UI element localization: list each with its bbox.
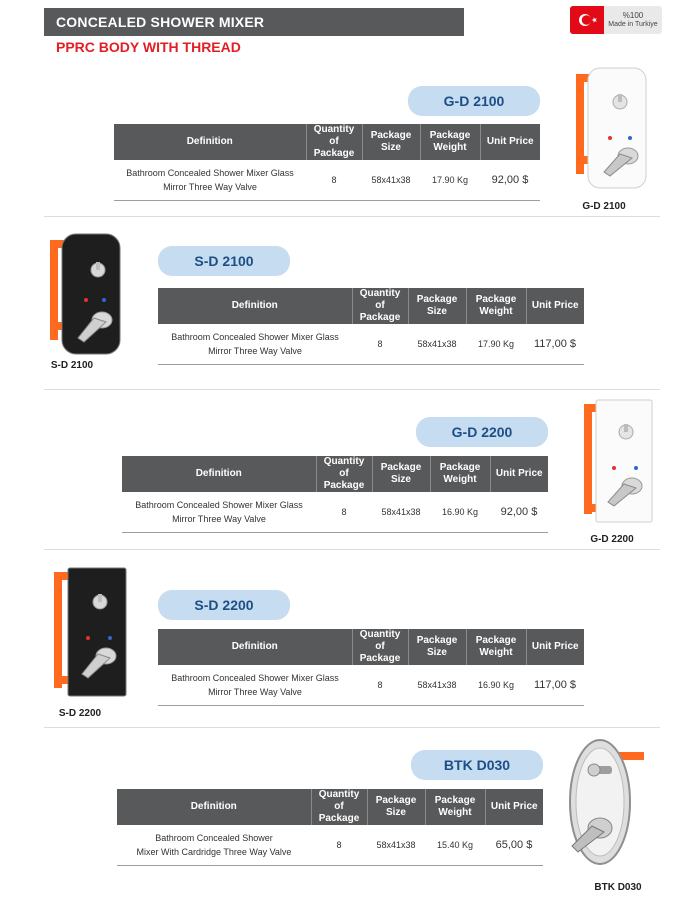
col-weight: Package Weight — [420, 124, 480, 160]
model-pill-btkd030: BTK D030 — [411, 750, 543, 780]
product-image-sd2100 — [46, 230, 130, 358]
col-definition: Definition — [158, 288, 352, 324]
price-cell: 117,00 $ — [526, 324, 584, 364]
product-image-gd2100 — [572, 66, 656, 192]
spec-table-gd2100 — [114, 124, 540, 201]
weight-cell: 17.90 Kg — [420, 160, 480, 200]
weight-cell: 16.90 Kg — [466, 665, 526, 705]
model-pill-sd2100: S-D 2100 — [158, 246, 290, 276]
model-pill-sd2200: S-D 2200 — [158, 590, 290, 620]
product-caption-gd2200: G-D 2200 — [590, 534, 634, 545]
col-price: Unit Price — [480, 124, 540, 160]
price-cell: 65,00 $ — [485, 825, 543, 865]
col-size: Package Size — [362, 124, 420, 160]
col-definition: Definition — [158, 629, 352, 665]
table-row — [122, 492, 548, 532]
col-price: Unit Price — [490, 456, 548, 492]
price-cell: 92,00 $ — [480, 160, 540, 200]
section-divider — [44, 216, 660, 217]
quantity-cell: 8 — [352, 324, 408, 364]
weight-cell: 15.40 Kg — [425, 825, 485, 865]
col-quantity: Quantity of Package — [352, 288, 408, 324]
product-image-sd2200 — [50, 564, 134, 700]
spec-table-sd2200 — [158, 629, 584, 706]
col-quantity: Quantity of Package — [352, 629, 408, 665]
quantity-cell: 8 — [352, 665, 408, 705]
spec-table-btkd030 — [117, 789, 543, 866]
definition-cell: Bathroom Concealed Shower Mixer Glass Mirror Three Way Valve — [122, 492, 316, 532]
col-definition: Definition — [114, 124, 306, 160]
product-caption-gd2100: G-D 2100 — [582, 201, 626, 212]
col-definition: Definition — [117, 789, 311, 825]
price-cell: 117,00 $ — [526, 665, 584, 705]
weight-cell: 17.90 Kg — [466, 324, 526, 364]
size-cell: 58x41x38 — [408, 665, 466, 705]
page-subtitle: PPRC BODY WITH THREAD — [56, 39, 241, 55]
col-weight: Package Weight — [430, 456, 490, 492]
product-image-btkd030 — [564, 736, 648, 876]
col-definition: Definition — [122, 456, 316, 492]
quantity-cell: 8 — [311, 825, 367, 865]
col-size: Package Size — [408, 288, 466, 324]
definition-cell: Bathroom Concealed Shower Mixer With Cardridge Three Way Valve — [117, 825, 311, 865]
badge-percent: %100 — [622, 11, 644, 20]
spec-table-gd2200 — [122, 456, 548, 533]
col-weight: Package Weight — [466, 288, 526, 324]
col-size: Package Size — [367, 789, 425, 825]
col-price: Unit Price — [485, 789, 543, 825]
col-size: Package Size — [408, 629, 466, 665]
col-size: Package Size — [372, 456, 430, 492]
made-in-badge — [570, 6, 662, 34]
col-weight: Package Weight — [466, 629, 526, 665]
col-quantity: Quantity of Package — [316, 456, 372, 492]
definition-cell: Bathroom Concealed Shower Mixer Glass Mirror Three Way Valve — [158, 324, 352, 364]
badge-made-in: Made in Turkiye — [608, 21, 658, 28]
section-divider — [44, 549, 660, 550]
col-weight: Package Weight — [425, 789, 485, 825]
table-row — [117, 825, 543, 865]
size-cell: 58x41x38 — [367, 825, 425, 865]
table-row — [114, 160, 540, 200]
page-title: CONCEALED SHOWER MIXER — [44, 8, 464, 36]
size-cell: 58x41x38 — [408, 324, 466, 364]
size-cell: 58x41x38 — [372, 492, 430, 532]
price-cell: 92,00 $ — [490, 492, 548, 532]
product-caption-sd2100: S-D 2100 — [50, 360, 94, 371]
turkey-flag-icon — [570, 6, 604, 34]
col-price: Unit Price — [526, 288, 584, 324]
product-image-gd2200 — [580, 396, 660, 526]
col-price: Unit Price — [526, 629, 584, 665]
table-row — [158, 665, 584, 705]
quantity-cell: 8 — [306, 160, 362, 200]
product-caption-btkd030: BTK D030 — [594, 882, 642, 893]
weight-cell: 16.90 Kg — [430, 492, 490, 532]
section-divider — [44, 727, 660, 728]
col-quantity: Quantity of Package — [311, 789, 367, 825]
model-pill-gd2200: G-D 2200 — [416, 417, 548, 447]
definition-cell: Bathroom Concealed Shower Mixer Glass Mirror Three Way Valve — [158, 665, 352, 705]
table-row — [158, 324, 584, 364]
model-pill-gd2100: G-D 2100 — [408, 86, 540, 116]
col-quantity: Quantity of Package — [306, 124, 362, 160]
size-cell: 58x41x38 — [362, 160, 420, 200]
definition-cell: Bathroom Concealed Shower Mixer Glass Mirror Three Way Valve — [114, 160, 306, 200]
section-divider — [44, 389, 660, 390]
quantity-cell: 8 — [316, 492, 372, 532]
spec-table-sd2100 — [158, 288, 584, 365]
product-caption-sd2200: S-D 2200 — [58, 708, 102, 719]
